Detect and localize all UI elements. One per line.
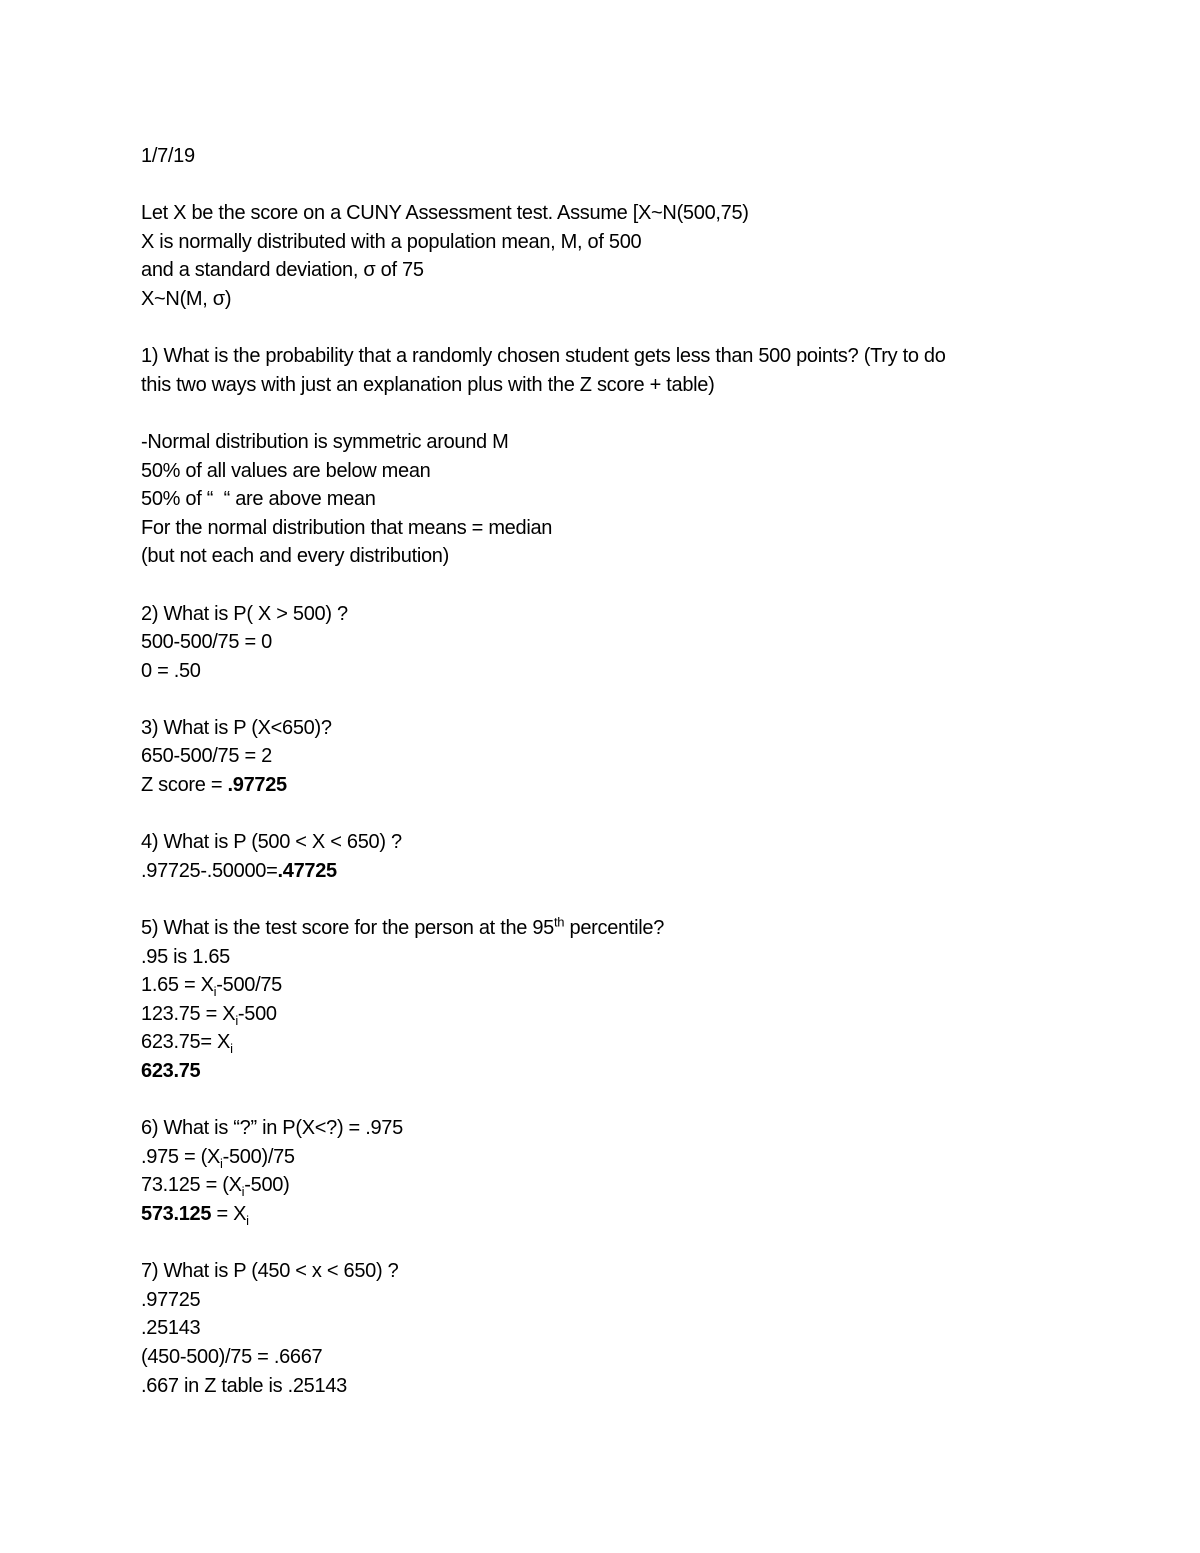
- q4-question: 4) What is P (500 < X < 650) ?: [141, 831, 402, 854]
- blank-line: [141, 885, 1101, 914]
- q1-answer-line-1: -Normal distribution is symmetric around M: [141, 430, 509, 453]
- q7-answer-line-2: .25143: [141, 1317, 201, 1340]
- q5-answer-line-3: [141, 1000, 1101, 1029]
- blank-line: [141, 314, 1101, 343]
- q3-answer-label: Z score =: [141, 774, 228, 797]
- q7-answer-line-1: .97725: [141, 1288, 201, 1311]
- q5-a3-subscript: i: [235, 1012, 238, 1028]
- q5-question-superscript: th: [554, 914, 565, 930]
- q5-a4-prefix: 623.75= X: [141, 1031, 231, 1054]
- intro-line-3: and a standard deviation, σ of 75: [141, 259, 424, 282]
- q5-question: [141, 914, 1101, 943]
- q5-a4-subscript: i: [230, 1041, 233, 1057]
- q6-answer-line-3: [141, 1200, 1101, 1229]
- document-page: [141, 142, 1101, 1400]
- q1-question-line-2: this two ways with just an explanation plus with the Z score + table): [141, 373, 715, 396]
- q5-answer-line-2: [141, 971, 1101, 1000]
- q2-question: 2) What is P( X > 500) ?: [141, 602, 348, 625]
- q2-answer-line-1: 500-500/75 = 0: [141, 631, 272, 654]
- blank-line: [141, 685, 1101, 714]
- q2-answer-line-2: 0 = .50: [141, 659, 201, 682]
- q3-answer-line-1: 650-500/75 = 2: [141, 745, 272, 768]
- blank-line: [141, 399, 1101, 428]
- q6-answer-line-2: [141, 1171, 1101, 1200]
- q4-answer-calc: .97725-.50000=: [141, 859, 278, 882]
- q4-answer-value: .47725: [277, 859, 337, 882]
- q4-answer-line-1: [141, 857, 1101, 886]
- q1-answer-line-5: (but not each and every distribution): [141, 545, 449, 568]
- blank-line: [141, 1229, 1101, 1258]
- blank-line: [141, 1086, 1101, 1115]
- q6-a2-suffix: -500): [244, 1174, 290, 1197]
- q6-a2-subscript: i: [241, 1184, 245, 1200]
- q6-a3-subscript: i: [246, 1212, 249, 1228]
- blank-line: [141, 800, 1101, 829]
- q5-a2-prefix: 1.65 = X: [141, 974, 214, 997]
- q1-answer-line-2: 50% of all values are below mean: [141, 459, 431, 482]
- q5-answer-line-1: .95 is 1.65: [141, 945, 230, 968]
- q5-question-suffix: percentile?: [564, 917, 665, 940]
- q3-question: 3) What is P (X<650)?: [141, 716, 332, 739]
- q5-a3-suffix: -500: [237, 1002, 277, 1025]
- q5-question-text: 5) What is the test score for the person at the 95: [141, 917, 554, 940]
- q1-answer-line-4: For the normal distribution that means = median: [141, 516, 553, 539]
- intro-line-4: X~N(M, σ): [141, 287, 232, 310]
- intro-line-2: X is normally distributed with a population mean, M, of 500: [141, 230, 642, 253]
- q6-question: 6) What is “?” in P(X<?) = .975: [141, 1117, 403, 1140]
- q5-answer-final: 623.75: [141, 1060, 201, 1082]
- q7-answer-line-4: .667 in Z table is .25143: [141, 1374, 347, 1397]
- q5-a3-prefix: 123.75 = X: [141, 1002, 236, 1025]
- intro-line-1: Let X be the score on a CUNY Assessment test. Assume [X~N(500,75): [141, 202, 749, 225]
- q6-a1-prefix: .975 = (X: [141, 1145, 221, 1168]
- q3-answer-line-2: [141, 771, 1101, 800]
- q3-answer-value: .97725: [227, 774, 287, 797]
- q6-a3-mid: = X: [211, 1202, 247, 1225]
- q1-question-line-1: 1) What is the probability that a randomly chosen student gets less than 500 points? (Try to do: [141, 345, 946, 368]
- q6-answer-line-1: [141, 1143, 1101, 1172]
- q1-answer-line-3: 50% of “ “ are above mean: [141, 488, 376, 511]
- q6-answer-value: 573.125: [141, 1202, 212, 1225]
- q5-answer-line-4: [141, 1028, 1101, 1057]
- q5-a2-subscript: i: [213, 984, 217, 1000]
- q5-a2-suffix: -500/75: [216, 974, 282, 997]
- q6-a2-prefix: 73.125 = (X: [141, 1174, 242, 1197]
- q7-question: 7) What is P (450 < x < 650) ?: [141, 1260, 399, 1283]
- blank-line: [141, 171, 1101, 200]
- blank-line: [141, 571, 1101, 600]
- date-line: 1/7/19: [141, 145, 195, 167]
- q7-answer-line-3: (450-500)/75 = .6667: [141, 1345, 323, 1368]
- q6-a1-suffix: -500)/75: [222, 1145, 295, 1168]
- q6-a1-subscript: i: [220, 1155, 223, 1171]
